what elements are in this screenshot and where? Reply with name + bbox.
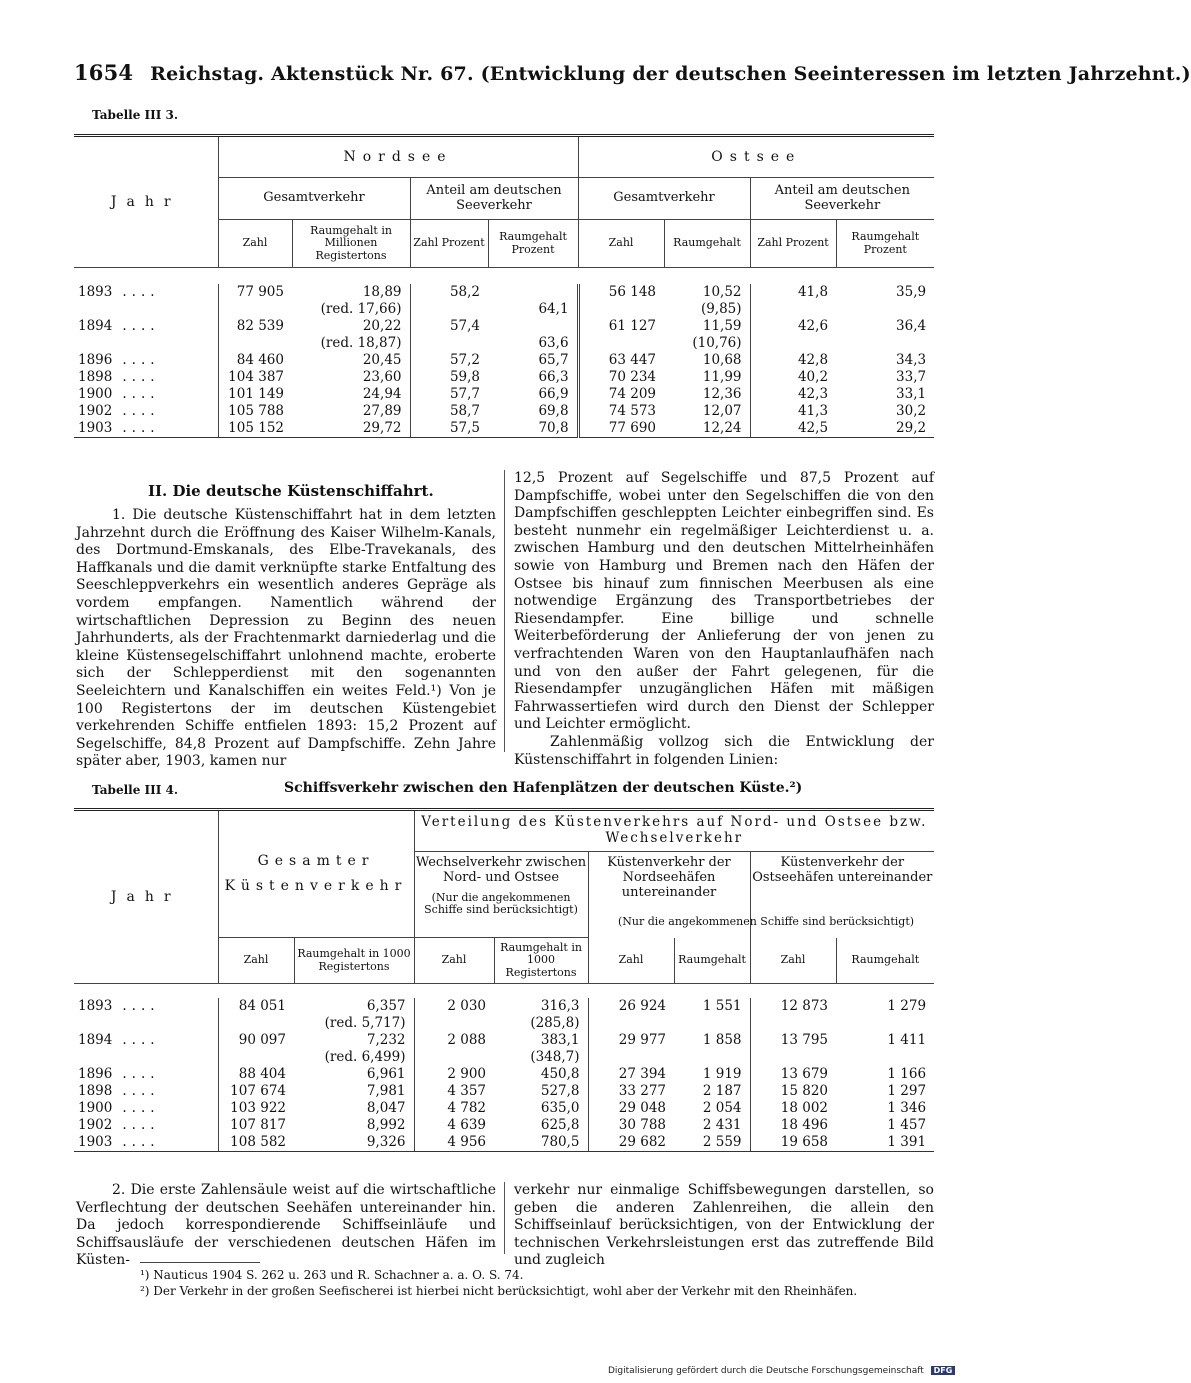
cell-n-zahl-proz: 57,2 <box>449 352 480 368</box>
table1-label: Tabelle III 3. <box>92 108 179 122</box>
cell-ko-zahl: 13 679 <box>780 1066 829 1082</box>
cell-w-zahl <box>414 1049 494 1066</box>
cell-g-zahl: 88 404 <box>238 1066 286 1082</box>
cell-kn-zahl <box>588 1049 674 1066</box>
cell-o-zahl-proz: 42,3 <box>797 386 829 402</box>
year-value: 1903 <box>78 420 113 436</box>
cell-o-raum: 11,59 <box>664 318 750 335</box>
footnote-2: ²) Der Verkehr in der großen Seefischerei ist hierbei nicht berücksichtigt, wohl aber der Verkehr mit den Rheinhäfen. <box>140 1284 858 1298</box>
cell-ko-zahl: 13 795 <box>780 1032 829 1048</box>
cell-g-raum: 7,232 <box>294 1032 414 1049</box>
t2-header-w-zahl: Zahl <box>414 938 494 984</box>
cell-ko-zahl <box>750 1015 836 1032</box>
row-year: 1900 .... <box>74 1100 218 1117</box>
cell-o-raum-proz: 33,7 <box>896 369 927 385</box>
cell-n-zahl-proz: 58,2 <box>449 284 480 300</box>
cell-g-raum: (red. 5,717) <box>294 1015 414 1032</box>
t2-header-g-raum: Raumgehalt in 1000 Registertons <box>294 938 414 984</box>
paragraph-1-cont: 12,5 Prozent auf Segelschiffe und 87,5 Prozent auf Dampfschiffe, wobei unter den Segelschiffen die von den Dampfschiffen geschleppten Leichter einbegriffen sind. Es besteht nunmehr ein regelmäßiger Leichterdienst u. a. zwischen Hamburg und den deutschen Mittelrheinhäfen sowie von Hamburg und Bremen nach den Häfen der Ostsee bis hinauf zum finnischen Meerbusen als eine notwendige Ergänzung des Transportbetriebes der Riesendampfer. Eine billige und schnelle Weiterbeförderung der Anlieferung der von jenen zu verfrachtenden Waren von den Hauptanlaufhäfen nach und von den außer der Fahrt gelegenen, für die Riesendampfer unzugänglichen Häfen mit mäßigen Fahrwassertiefen wird durch den Dienst der Schlepper und Leichter ermöglicht. <box>514 470 934 733</box>
cell-o-zahl <box>578 301 664 318</box>
t2-header-g-zahl: Zahl <box>218 938 294 984</box>
header-o-raum: Raumgehalt <box>664 220 750 268</box>
cell-o-raum: 10,68 <box>664 352 750 369</box>
para2-left-column <box>76 1182 496 1270</box>
header-o-zahl: Zahl <box>578 220 664 268</box>
cell-o-zahl: 77 690 <box>578 420 664 438</box>
cell-o-zahl: 70 234 <box>608 369 657 385</box>
row-year: 1903 .... <box>74 420 218 438</box>
cell-n-raum-proz: 63,6 <box>488 335 578 352</box>
table-row <box>74 1015 934 1032</box>
cell-o-zahl-proz <box>750 301 836 318</box>
cell-kn-raum <box>674 1015 750 1032</box>
cell-o-raum-proz: 30,2 <box>896 403 927 419</box>
cell-o-raum-proz: 29,2 <box>836 420 934 438</box>
cell-n-zahl-proz <box>410 301 488 318</box>
cell-o-zahl-proz: 42,6 <box>797 318 829 334</box>
cell-g-zahl: 90 097 <box>238 1032 286 1048</box>
cell-ko-raum: 1 457 <box>887 1117 927 1133</box>
cell-g-raum: 8,992 <box>294 1117 414 1134</box>
year-value: 1900 <box>78 386 113 402</box>
row-year: 1903 .... <box>74 1134 218 1152</box>
header-kn: Küstenverkehr der Nordseehäfen untereinander <box>588 852 750 938</box>
table-row <box>74 1083 934 1100</box>
section-heading: II. Die deutsche Küstenschiffahrt. <box>148 482 434 500</box>
cell-ko-zahl: 15 820 <box>780 1083 829 1099</box>
cell-kn-zahl: 33 277 <box>618 1083 667 1099</box>
page-number: 1654 <box>74 60 134 85</box>
t2-header-o-raum: Raumgehalt <box>836 938 934 984</box>
footnote-1: ¹) Nauticus 1904 S. 262 u. 263 und R. Schachner a. a. O. S. 74. <box>140 1268 524 1282</box>
column-divider <box>504 470 505 752</box>
table-row <box>74 1134 934 1152</box>
year-value: 1898 <box>78 1083 113 1099</box>
header-verteilung: Verteilung des Küstenverkehrs auf Nord- und Ostsee bzw. Wechselverkehr <box>414 810 934 852</box>
row-year: 1893 .... <box>74 998 218 1015</box>
year-value: 1894 <box>78 1032 113 1048</box>
cell-ko-raum <box>836 1049 934 1066</box>
para2-right-column <box>514 1182 934 1270</box>
year-value: 1903 <box>78 1134 113 1150</box>
cell-o-raum-proz <box>836 301 934 318</box>
cell-o-raum: (10,76) <box>664 335 750 352</box>
page-header <box>74 60 1191 85</box>
row-year: 1898 .... <box>74 369 218 386</box>
table-row <box>74 1117 934 1134</box>
cell-g-raum: 7,981 <box>294 1083 414 1100</box>
cell-n-zahl-proz: 58,7 <box>449 403 480 419</box>
cell-o-raum: 12,07 <box>664 403 750 420</box>
t2-header-w-raum: Raumgehalt in 1000 Registertons <box>494 938 588 984</box>
cell-n-raum: 24,94 <box>292 386 410 403</box>
paragraph-2-cont: verkehr nur einmalige Schiffsbewegungen darstellen, so geben die anderen Zahlenreihen, die allein den Schiffseinlauf berücksichtigen, von der Entwicklung der technischen Verkehrsleistungen erst das zutreffende Bild und zugleich <box>514 1182 934 1269</box>
cell-n-raum: 27,89 <box>292 403 410 420</box>
cell-o-zahl-proz: 40,2 <box>797 369 829 385</box>
cell-n-zahl <box>218 301 292 318</box>
cell-kn-zahl: 27 394 <box>618 1066 667 1082</box>
header-o-zahl-proz: Zahl Prozent <box>750 220 836 268</box>
cell-kn-raum: 1 858 <box>674 1032 750 1049</box>
cell-kn-zahl <box>588 1015 674 1032</box>
t2-header-n-zahl: Zahl <box>588 938 674 984</box>
cell-kn-zahl: 26 924 <box>618 998 667 1014</box>
t2-header-o-zahl: Zahl <box>750 938 836 984</box>
cell-n-zahl-proz <box>410 335 488 352</box>
cell-n-zahl: 84 460 <box>236 352 284 368</box>
cell-w-raum: 780,5 <box>494 1134 588 1152</box>
cell-g-zahl <box>218 1015 294 1032</box>
header-ostsee: Ostsee <box>578 136 934 178</box>
cell-ko-zahl: 12 873 <box>780 998 829 1014</box>
cell-o-zahl-proz: 42,8 <box>797 352 829 368</box>
cell-n-zahl: 82 539 <box>236 318 284 334</box>
cell-ko-raum: 1 297 <box>887 1083 927 1099</box>
cell-n-zahl: 104 387 <box>228 369 284 385</box>
table-iii-3 <box>74 134 934 438</box>
t2-col-jahr: Jahr <box>74 810 218 984</box>
cell-n-raum: 20,22 <box>292 318 410 335</box>
cell-kn-zahl: 29 682 <box>588 1134 674 1152</box>
cell-o-raum: 12,24 <box>664 420 750 438</box>
cell-kn-raum: 2 559 <box>674 1134 750 1152</box>
cell-w-zahl: 2 030 <box>447 998 487 1014</box>
row-year: 1894 .... <box>74 1032 218 1049</box>
digitization-footer <box>608 1366 955 1376</box>
cell-ko-raum: 1 411 <box>887 1032 927 1048</box>
cell-w-raum: 625,8 <box>494 1117 588 1134</box>
dfg-logo: DFG <box>931 1366 956 1375</box>
cell-n-raum: 18,89 <box>292 284 410 301</box>
cell-w-zahl: 4 639 <box>447 1117 487 1133</box>
cell-w-zahl: 4 956 <box>414 1134 494 1152</box>
cell-n-zahl-proz: 57,4 <box>449 318 480 334</box>
cell-ko-zahl: 18 496 <box>780 1117 829 1133</box>
table-row <box>74 318 934 335</box>
cell-w-raum: 527,8 <box>494 1083 588 1100</box>
cell-n-raum: (red. 17,66) <box>292 301 410 318</box>
table2-label: Tabelle III 4. <box>92 783 179 797</box>
paragraph-1: 1. Die deutsche Küstenschiffahrt hat in dem letzten Jahrzehnt durch die Eröffnung des Kaiser Wilhelm-Kanals, des Dortmund-Emskanals, des Elbe-Travekanals, des Haffkanals und die damit verknüpfte starke Entfaltung des Seeschleppverkehrs ein wesentlich anderes Gepräge als vordem empfangen. Namentlich während der wirtschaftlichen Depression zu Beginn des neuen Jahrhunderts, als der Frachtenmarkt darniederlag und die kleine Küstensegelschiffahrt unlohnend machte, eroberte sich der Schlepperdienst mit den sogenannten Seeleichtern und Kanalschiffen ein weites Feld.¹) Von je 100 Registertons der im deutschen Küstengebiet verkehrenden Schiffe entfielen 1893: 15,2 Prozent auf Segelschiffe, 84,8 Prozent auf Dampfschiffe. Zehn Jahre später aber, 1903, kamen nur <box>76 507 496 770</box>
cell-n-raum-proz <box>488 318 578 335</box>
year-value: 1893 <box>78 998 113 1014</box>
header-nordsee: Nordsee <box>218 136 578 178</box>
cell-ko-raum: 1 346 <box>887 1100 927 1116</box>
cell-g-zahl: 103 922 <box>230 1100 286 1116</box>
cell-g-zahl: 108 582 <box>218 1134 294 1152</box>
cell-n-zahl: 105 152 <box>218 420 292 438</box>
header-ko: Küstenverkehr der Ostseehäfen untereinander <box>752 855 933 885</box>
table2-title: Schiffsverkehr zwischen den Hafenplätzen der deutschen Küste.²) <box>284 780 803 796</box>
cell-o-raum-proz: 33,1 <box>896 386 927 402</box>
cell-ko-raum: 1 166 <box>887 1066 927 1082</box>
table-iii-4 <box>74 808 934 1152</box>
column-divider-2 <box>504 1182 505 1254</box>
cell-ko-zahl <box>750 1049 836 1066</box>
cell-o-zahl-proz <box>750 335 836 352</box>
row-year: 1902 .... <box>74 403 218 420</box>
table-row <box>74 284 934 301</box>
cell-g-zahl: 107 674 <box>230 1083 286 1099</box>
cell-kn-raum: 2 187 <box>674 1083 750 1100</box>
cell-kn-raum: 2 054 <box>674 1100 750 1117</box>
footer-text: Digitalisierung gefördert durch die Deutsche Forschungsgemeinschaft <box>608 1366 924 1376</box>
cell-o-raum: 10,52 <box>664 284 750 301</box>
table-row <box>74 352 934 369</box>
year-value: 1902 <box>78 403 113 419</box>
cell-g-raum: 6,961 <box>294 1066 414 1083</box>
year-value: 1894 <box>78 318 113 334</box>
col-jahr: Jahr <box>74 136 218 268</box>
cell-ko-zahl: 19 658 <box>750 1134 836 1152</box>
row-year: 1896 .... <box>74 1066 218 1083</box>
footnote-rule <box>140 1262 260 1263</box>
cell-o-zahl: 63 447 <box>608 352 657 368</box>
table-row <box>74 301 934 318</box>
cell-o-raum-proz <box>836 335 934 352</box>
header-n-zahl-proz: Zahl Prozent <box>410 220 488 268</box>
cell-n-raum-proz: 64,1 <box>488 301 578 318</box>
cell-kn-zahl: 29 048 <box>618 1100 667 1116</box>
cell-o-zahl: 56 148 <box>608 284 657 300</box>
row-year: 1894 .... <box>74 318 218 335</box>
cell-n-raum-proz <box>488 284 578 301</box>
header-n-raum: Raumgehalt in Millionen Registertons <box>292 220 410 268</box>
cell-ko-raum <box>836 1015 934 1032</box>
cell-n-raum: 23,60 <box>292 369 410 386</box>
cell-ko-zahl: 18 002 <box>780 1100 829 1116</box>
cell-n-raum: (red. 18,87) <box>292 335 410 352</box>
row-year: 1896 .... <box>74 352 218 369</box>
cell-w-zahl: 2 900 <box>447 1066 487 1082</box>
cell-w-raum: 383,1 <box>494 1032 588 1049</box>
row-year <box>74 1015 218 1032</box>
year-value: 1900 <box>78 1100 113 1116</box>
section-right-column <box>514 470 934 769</box>
cell-n-raum-proz: 65,7 <box>488 352 578 369</box>
cell-ko-raum: 1 279 <box>887 998 927 1014</box>
cell-o-zahl-proz: 41,3 <box>797 403 829 419</box>
table-row <box>74 403 934 420</box>
cell-o-raum-proz: 35,9 <box>896 284 927 300</box>
cell-o-zahl: 74 573 <box>608 403 657 419</box>
cell-w-zahl: 4 782 <box>447 1100 487 1116</box>
cell-kn-zahl: 30 788 <box>618 1117 667 1133</box>
cell-n-zahl-proz: 59,8 <box>449 369 480 385</box>
row-year <box>74 1049 218 1066</box>
cell-n-raum-proz: 70,8 <box>488 420 578 438</box>
table-row <box>74 1066 934 1083</box>
paragraph-2: 2. Die erste Zahlensäule weist auf die wirtschaftliche Verflechtung der deutschen Seehäfen untereinander hin. Da jedoch korrespondierende Schiffseinläufe und Schiffsausläufe der verschiedenen deutschen Häfen im Küsten- <box>76 1182 496 1269</box>
header-n-raum-proz: Raumgehalt Prozent <box>488 220 578 268</box>
table-row <box>74 420 934 438</box>
cell-g-raum: 6,357 <box>294 998 414 1015</box>
cell-o-zahl-proz: 41,8 <box>797 284 829 300</box>
cell-ko-raum: 1 391 <box>836 1134 934 1152</box>
row-year: 1900 .... <box>74 386 218 403</box>
cell-o-raum: (9,85) <box>664 301 750 318</box>
table-row <box>74 1049 934 1066</box>
header-n-anteil: Anteil am deutschen Seeverkehr <box>410 178 578 220</box>
header-gesamter: Gesamter Küstenverkehr <box>218 810 414 938</box>
cell-o-raum-proz: 34,3 <box>896 352 927 368</box>
header-n-gesamt: Gesamtverkehr <box>218 178 410 220</box>
cell-g-raum: 8,047 <box>294 1100 414 1117</box>
cell-kn-raum: 2 431 <box>674 1117 750 1134</box>
table-row <box>74 1032 934 1049</box>
year-value: 1896 <box>78 1066 113 1082</box>
year-value: 1893 <box>78 284 113 300</box>
cell-o-raum-proz: 36,4 <box>896 318 927 334</box>
cell-w-zahl <box>414 1015 494 1032</box>
cell-n-zahl-proz: 57,7 <box>449 386 480 402</box>
header-k-note: (Nur die angekommenen Schiffe sind berücksichtigt) <box>617 915 915 928</box>
table-row <box>74 369 934 386</box>
cell-n-zahl-proz: 57,5 <box>410 420 488 438</box>
cell-n-raum: 29,72 <box>292 420 410 438</box>
cell-n-zahl: 77 905 <box>236 284 284 300</box>
year-value: 1898 <box>78 369 113 385</box>
header-n-zahl: Zahl <box>218 220 292 268</box>
header-wechsel-title: Wechselverkehr zwischen Nord- und Ostsee <box>415 855 587 885</box>
row-year: 1898 .... <box>74 1083 218 1100</box>
header-wechsel-note: (Nur die angekommenen Schiffe sind berücksichtigt) <box>424 890 578 916</box>
cell-w-raum: 450,8 <box>494 1066 588 1083</box>
cell-n-raum-proz: 69,8 <box>488 403 578 420</box>
t2-header-n-raum: Raumgehalt <box>674 938 750 984</box>
year-value: 1902 <box>78 1117 113 1133</box>
header-o-raum-proz: Raumgehalt Prozent <box>836 220 934 268</box>
cell-w-raum: 316,3 <box>494 998 588 1015</box>
cell-n-zahl: 105 788 <box>228 403 284 419</box>
cell-o-zahl: 61 127 <box>608 318 657 334</box>
table-row <box>74 998 934 1015</box>
page-title: Reichstag. Aktenstück Nr. 67. (Entwicklung der deutschen Seeinteressen im letzten Jahrzehnt.) <box>150 63 1191 85</box>
row-year <box>74 335 218 352</box>
table-row <box>74 335 934 352</box>
cell-o-zahl <box>578 335 664 352</box>
section-left-column <box>76 507 496 771</box>
cell-g-zahl <box>218 1049 294 1066</box>
cell-o-zahl-proz: 42,5 <box>750 420 836 438</box>
cell-g-zahl: 84 051 <box>238 998 286 1014</box>
row-year: 1893 .... <box>74 284 218 301</box>
cell-w-raum: (285,8) <box>494 1015 588 1032</box>
year-value: 1896 <box>78 352 113 368</box>
cell-g-raum: 9,326 <box>294 1134 414 1152</box>
cell-o-raum: 12,36 <box>664 386 750 403</box>
cell-o-raum: 11,99 <box>664 369 750 386</box>
cell-w-raum: (348,7) <box>494 1049 588 1066</box>
cell-kn-raum: 1 919 <box>674 1066 750 1083</box>
cell-w-zahl: 4 357 <box>447 1083 487 1099</box>
cell-n-raum: 20,45 <box>292 352 410 369</box>
header-o-gesamt: Gesamtverkehr <box>578 178 750 220</box>
header-o-anteil: Anteil am deutschen Seeverkehr <box>750 178 934 220</box>
header-wechsel <box>414 852 588 938</box>
cell-kn-raum: 1 551 <box>674 998 750 1015</box>
table-row <box>74 386 934 403</box>
cell-n-raum-proz: 66,9 <box>488 386 578 403</box>
cell-n-zahl: 101 149 <box>228 386 284 402</box>
cell-g-zahl: 107 817 <box>230 1117 286 1133</box>
paragraph-1-end: Zahlenmäßig vollzog sich die Entwicklung der Küstenschiffahrt in folgenden Linien: <box>514 733 934 768</box>
cell-g-raum: (red. 6,499) <box>294 1049 414 1066</box>
table-row <box>74 1100 934 1117</box>
cell-kn-zahl: 29 977 <box>618 1032 667 1048</box>
cell-kn-raum <box>674 1049 750 1066</box>
cell-w-zahl: 2 088 <box>447 1032 487 1048</box>
cell-n-raum-proz: 66,3 <box>488 369 578 386</box>
cell-w-raum: 635,0 <box>494 1100 588 1117</box>
row-year <box>74 301 218 318</box>
row-year: 1902 .... <box>74 1117 218 1134</box>
cell-o-zahl: 74 209 <box>608 386 657 402</box>
cell-n-zahl <box>218 335 292 352</box>
